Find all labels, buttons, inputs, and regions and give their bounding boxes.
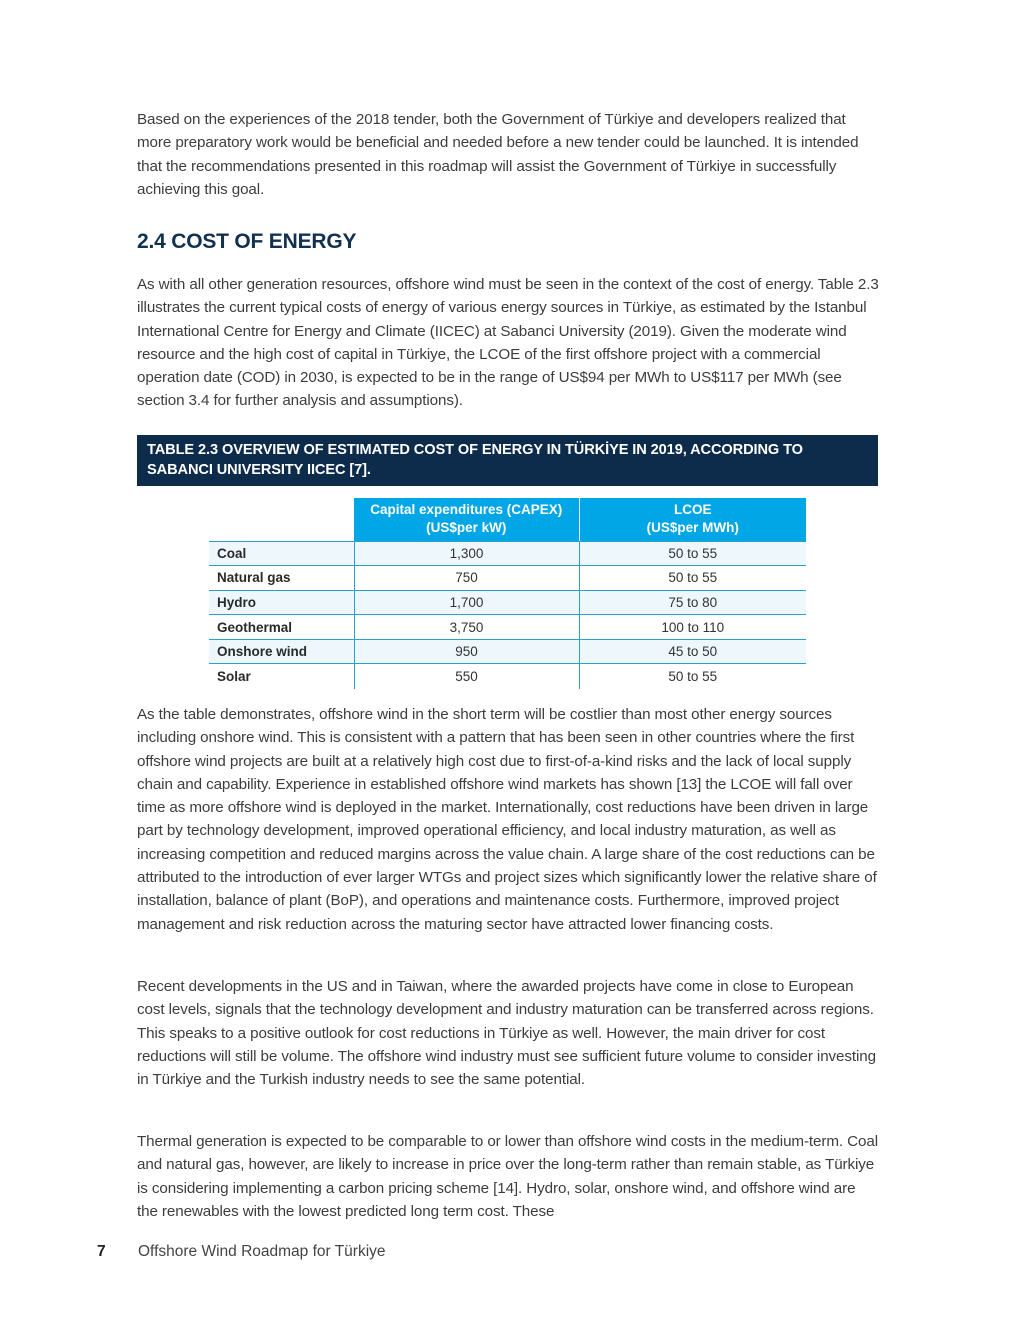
header-lcoe xyxy=(579,498,806,541)
intro-paragraph: Based on the experiences of the 2018 tender, both the Government of Türkiye and developers realized that more preparatory work would be beneficial and needed before a new tender could be launched. It is intended that the recommendations presented in this roadmap will assist the Government of Türkiye in successfully achieving this goal. xyxy=(137,111,859,198)
table-row xyxy=(209,664,806,689)
row-lcoe: 50 to 55 xyxy=(579,566,806,591)
row-lcoe: 100 to 110 xyxy=(579,615,806,640)
table-row xyxy=(209,566,806,591)
section-heading: 2.4 COST OF ENERGY xyxy=(137,230,357,253)
recent-developments-paragraph: Recent developments in the US and in Taiwan, where the awarded projects have come in close to European cost levels, signals that the technology development and industry maturation can be transferred across regions. This speaks to a positive outlook for cost reductions in Türkiye as well. However, the main driver for cost reductions will still be volume. The offshore wind industry must see sufficient future volume to consider investing in Türkiye and the Turkish industry needs to see the same potential. xyxy=(137,978,876,1089)
page-number: 7 xyxy=(97,1243,106,1260)
row-source: Hydro xyxy=(209,590,354,615)
row-capex: 1,700 xyxy=(354,590,579,615)
table-row xyxy=(209,541,806,566)
header-lcoe-line1: LCOE xyxy=(673,502,712,518)
row-capex: 550 xyxy=(354,664,579,689)
thermal-paragraph: Thermal generation is expected to be comparable to or lower than offshore wind costs in the medium-term. Coal and natural gas, however, are likely to increase in price over the long-term rather than remain stable, as Türkiye is considering implementing a carbon pricing scheme [14]. Hydro, solar, onshore wind, and offshore wind are the renewables with the lowest predicted long term cost. These xyxy=(137,1133,878,1220)
table-header-row xyxy=(209,498,806,541)
header-capex-line2: (US$per kW) xyxy=(426,520,507,536)
row-source: Coal xyxy=(209,541,354,566)
cost-of-energy-table xyxy=(209,498,806,689)
row-source: Onshore wind xyxy=(209,639,354,664)
header-empty-cell xyxy=(209,498,354,541)
row-capex: 1,300 xyxy=(354,541,579,566)
row-source: Natural gas xyxy=(209,566,354,591)
cost-intro-paragraph: As with all other generation resources, offshore wind must be seen in the context of the cost of energy. Table 2.3 illustrates the current typical costs of energy of various energy sources in Türkiye, as estimated by the Istanbul International Centre for Energy and Climate (IICEC) at Sabanci University (2019). Given the moderate wind resource and the high cost of capital in Türkiye, the LCOE of the first offshore project with a commercial operation date (COD) in 2030, is expected to be in the range of US$94 per MWh to US$117 per MWh (see section 3.4 for further analysis and assumptions). xyxy=(137,276,879,410)
row-lcoe: 50 to 55 xyxy=(579,541,806,566)
row-source: Solar xyxy=(209,664,354,689)
document-title: Offshore Wind Roadmap for Türkiye xyxy=(138,1243,386,1260)
header-capex-line1: Capital expenditures (CAPEX) xyxy=(370,502,563,518)
row-lcoe: 45 to 50 xyxy=(579,639,806,664)
table-discussion-paragraph: As the table demonstrates, offshore wind in the short term will be costlier than most other energy sources including onshore wind. This is consistent with a pattern that has been seen in other countries where the first offshore wind projects are built at a relatively high cost due to first-of-a-kind risks and the lack of local supply chain and capability. Experience in established offshore wind markets has shown [13] the LCOE will fall over time as more offshore wind is deployed in the market. Internationally, cost reductions have been driven in large part by technology development, improved operational efficiency, and local industry maturation, as well as increasing competition and reduced margins across the value chain. A large share of the cost reductions can be attributed to the introduction of ever larger WTGs and project sizes which significantly lower the relative share of installation, balance of plant (BoP), and operations and maintenance costs. Furthermore, improved project management and risk reduction across the maturing sector have attracted lower financing costs. xyxy=(137,706,877,933)
row-capex: 950 xyxy=(354,639,579,664)
row-capex: 3,750 xyxy=(354,615,579,640)
row-lcoe: 50 to 55 xyxy=(668,669,718,685)
row-source: Geothermal xyxy=(209,615,354,640)
header-capex xyxy=(354,498,579,541)
header-lcoe-line2: (US$per MWh) xyxy=(646,520,739,536)
table-row xyxy=(209,639,806,664)
row-lcoe: 75 to 80 xyxy=(579,590,806,615)
intro-block xyxy=(137,108,879,201)
row-capex: 750 xyxy=(354,566,579,591)
table-row xyxy=(209,615,806,640)
table-row xyxy=(209,590,806,615)
table-caption: TABLE 2.3 OVERVIEW OF ESTIMATED COST OF ENERGY IN TÜRKİYE IN 2019, ACCORDING TO SABANCI UNIVERSITY IICEC [7]. xyxy=(137,435,878,486)
